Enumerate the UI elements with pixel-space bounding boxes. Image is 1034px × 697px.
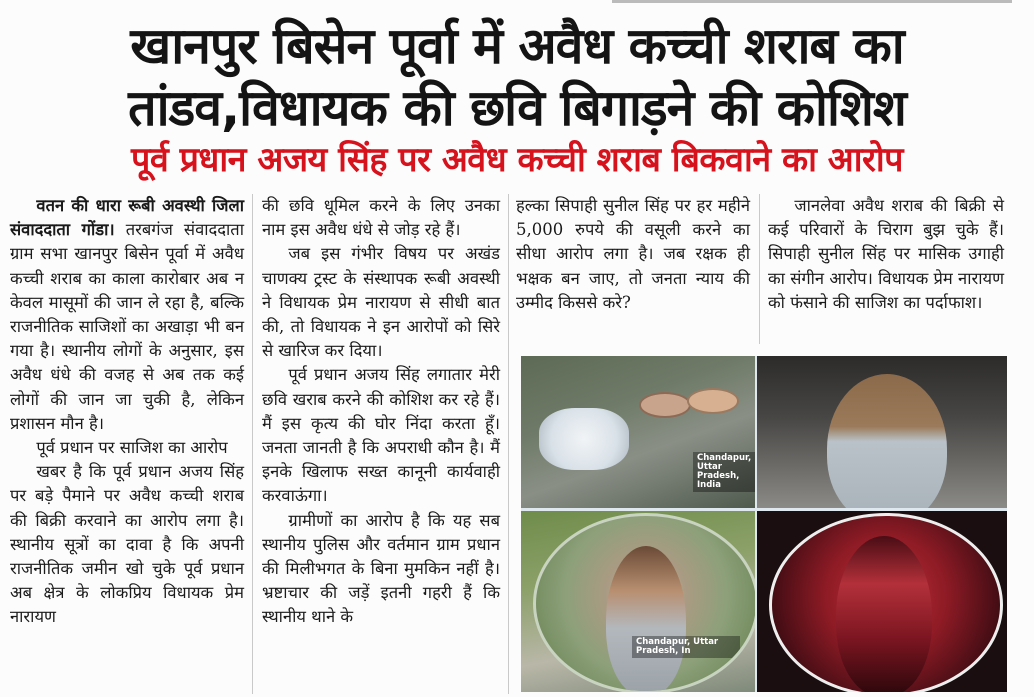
col2-paragraph-4: ग्रामीणों का आरोप है कि यह सब स्थानीय पुलिस और वर्तमान ग्राम प्रधान की मिलीभगत के बिना मुमकिन नहीं है। भ्रष्टाचार की जड़ें इतनी गहरी हैं कि स्थानीय थाने के	[262, 510, 500, 627]
person-photo-1	[757, 356, 1007, 508]
bowl-shape	[639, 392, 691, 418]
article-column-2	[262, 194, 500, 630]
liquor-evidence-photo	[521, 356, 755, 508]
col4-paragraph-1: जानलेवा अवैध शराब की बिक्री से कई परिवारों के चिराग बुझ चुके हैं। सिपाही सुनील सिंह पर मासिक उगाही का संगीन आरोप। विधायक प्रेम नारायण को फंसाने की साजिश का पर्दाफाश।	[768, 196, 1004, 312]
column-divider	[508, 194, 509, 694]
col1-paragraph-1: तरबगंज संवाददाता ग्राम सभा खानपुर बिसेन पूर्वा में अवैध कच्ची शराब का काला कारोबार अब न केवल मासूमों की जान ले रहा है, बल्कि राजनीतिक साजिशों का अखाड़ा भी बन गया है। स्थानीय लोगों के अनुसार, इस अवैध धंधे की वजह से अब तक कई लोगों की जान जा चुकी है, लेकिन प्रशासन मौन है।	[10, 220, 244, 433]
plastic-pouches-pile	[539, 408, 629, 470]
gps-location: Chandapur, Uttar Pradesh, India	[697, 453, 752, 490]
person-photo-3	[757, 511, 1007, 692]
headline-line-1: खानपुर बिसेन पूर्वा में अवैध कच्ची शराब का	[130, 17, 904, 75]
gps-stamp	[632, 636, 740, 658]
person-figure	[606, 546, 686, 692]
circular-crop	[769, 513, 1003, 692]
article-column-4	[768, 194, 1004, 315]
byline: वतन की धारा रूबी अवस्थी जिला संवाददाता गोंडा।	[10, 196, 244, 240]
subheadline: पूर्व प्रधान अजय सिंह पर अवैध कच्ची शराब बिकवाने का आरोप	[131, 140, 903, 180]
photo-collage	[521, 356, 1007, 692]
col2-paragraph-1: की छवि धूमिल करने के लिए उनका नाम इस अवैध धंधे से जोड़ रहे हैं।	[262, 196, 500, 240]
col1-paragraph-3: खबर है कि पूर्व प्रधान अजय सिंह पर बड़े पैमाने पर अवैध कच्ची शराब की बिक्री करवाने का आरोप लगा है। स्थानीय सूत्रों का दावा है कि अपनी राजनीतिक जमीन खो चुके पूर्व प्रधान अब क्षेत्र के लोकप्रिय विधायक प्रेम नारायण	[10, 462, 244, 627]
col2-paragraph-2: जब इस गंभीर विषय पर अखंड चाणक्य ट्रस्ट के संस्थापक रूबी अवस्थी ने विधायक प्रेम नारायण से सीधी बात की, तो विधायक ने इन आरोपों को सिरे से खारिज कर दिया।	[262, 244, 500, 361]
person-figure	[836, 536, 932, 692]
column-divider	[252, 194, 253, 694]
person-figure	[827, 374, 947, 508]
column-divider	[759, 194, 760, 344]
bowl-shape	[687, 388, 739, 414]
col3-paragraph-1: हल्का सिपाही सुनील सिंह पर हर महीने 5,000 रुपये की वसूली करने का सीधा आरोप लगा है। जब रक्षक ही भक्षक बन जाए, तो जनता न्याय की उम्मीद किससे करे?	[516, 196, 750, 312]
gps-location: Chandapur, Uttar Pradesh, In	[636, 637, 719, 656]
top-rule	[612, 0, 1012, 3]
col1-subheading: पूर्व प्रधान पर साजिश का आरोप	[36, 438, 228, 458]
article-column-1	[10, 194, 244, 630]
gps-stamp	[693, 452, 755, 492]
col2-paragraph-3: पूर्व प्रधान अजय सिंह लगातार मेरी छवि खराब करने की कोशिश कर रहे हैं। मैं इस कृत्य की घोर निंदा करता हूँ। जनता जानती है कि अपराधी कौन है। मैं इनके खिलाफ सख्त कानूनी कार्यवाही करवाऊंगा।	[262, 365, 500, 506]
circular-crop	[533, 513, 755, 692]
headline-line-2: तांडव,विधायक की छवि बिगाड़ने की कोशिश	[128, 79, 906, 137]
person-photo-2	[521, 511, 755, 692]
article-column-3	[516, 194, 750, 315]
